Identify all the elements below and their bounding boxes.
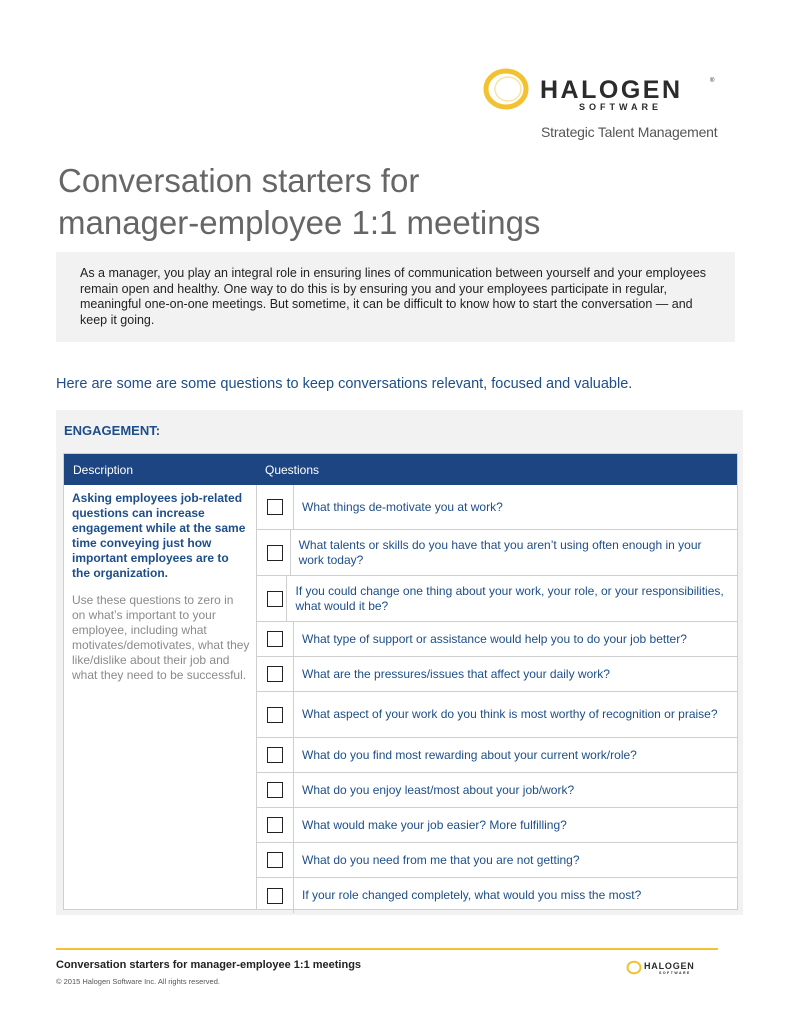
footer-logo-wordmark: HALOGEN [644,961,695,971]
description-cell [64,485,257,909]
question-text: What aspect of your work do you think is most worthy of recognition or praise? [302,707,718,721]
checkbox[interactable] [267,666,283,682]
checkbox[interactable] [267,852,283,868]
header-questions: Questions [265,463,320,477]
footer-logo [626,958,716,980]
question-row [257,692,737,738]
title-line-1: Conversation starters for [58,162,420,199]
checkbox[interactable] [267,545,283,561]
question-text: If you could change one thing about your work, your role, or your responsibilities, what would it be? [295,583,724,613]
question-text: What are the pressures/issues that affect your daily work? [302,666,610,681]
section-subtitle: Here are some are some questions to keep conversations relevant, focused and valuable. [56,376,633,392]
question-row [257,485,737,530]
question-text: What do you enjoy least/most about your job/work? [302,782,575,797]
question-row [257,530,737,576]
logo-subtitle: SOFTWARE [579,102,662,112]
checkbox[interactable] [267,591,283,607]
question-text: If your role changed completely, what would you miss the most? [302,888,642,902]
checkbox[interactable] [267,631,283,647]
engagement-panel [56,410,743,915]
description-emphasis: Asking employees job-related questions can increase engagement while at the same time conveying just how important employees are to the organization. [72,491,246,580]
intro-text: As a manager, you play an integral role in ensuring lines of communication between yourself and your employees remain open and healthy. One way to do this is by ensuring you and your employees participate in regular, meaningful one-on-one meetings. But sometime, it can be difficult to know how to start the conversation — and keep it going. [80,266,707,327]
page-title [58,160,738,244]
question-text: What do you need from me that you are not getting? [302,852,580,867]
logo-registered-mark: ® [710,78,715,84]
header-description: Description [73,463,134,477]
footer-divider [56,948,718,950]
footer-title: Conversation starters for manager-employee 1:1 meetings [56,959,362,971]
questions-list [257,485,737,913]
question-row [257,808,737,843]
title-line-2: manager-employee 1:1 meetings [58,204,541,241]
checkbox[interactable] [267,888,283,904]
tagline: Strategic Talent Management [541,124,718,140]
halogen-ring-logo-icon [482,66,534,112]
question-row [257,773,737,808]
checkbox[interactable] [267,817,283,833]
question-text: What would make your job easier? More fulfilling? [302,817,567,832]
description-text: Use these questions to zero in on what’s important to your employee, including what motivates/demotivates, what they like/dislike about their job and what they need to be successful. [72,593,250,682]
question-row [257,738,737,773]
section-title: ENGAGEMENT: [64,423,161,438]
halogen-ring-logo-icon [626,960,643,975]
question-row [257,843,737,878]
checkbox[interactable] [267,707,283,723]
logo-wordmark: HALOGEN [540,76,683,104]
checkbox[interactable] [267,747,283,763]
question-row [257,576,737,622]
questions-table [63,453,738,910]
table-body [64,485,737,909]
checkbox[interactable] [267,782,283,798]
table-header [64,454,737,485]
footer-copyright: © 2015 Halogen Software Inc. All rights reserved. [56,977,220,986]
question-row [257,622,737,657]
intro-box [56,252,735,342]
footer-logo-subtitle: SOFTWARE [659,971,691,975]
question-text: What things de-motivate you at work? [302,499,503,514]
question-row [257,878,737,913]
question-text: What talents or skills do you have that you aren’t using often enough in your work today? [298,537,702,567]
question-text: What do you find most rewarding about your current work/role? [302,747,637,762]
question-text: What type of support or assistance would help you to do your job better? [302,631,687,646]
checkbox[interactable] [267,499,283,515]
question-row [257,657,737,692]
